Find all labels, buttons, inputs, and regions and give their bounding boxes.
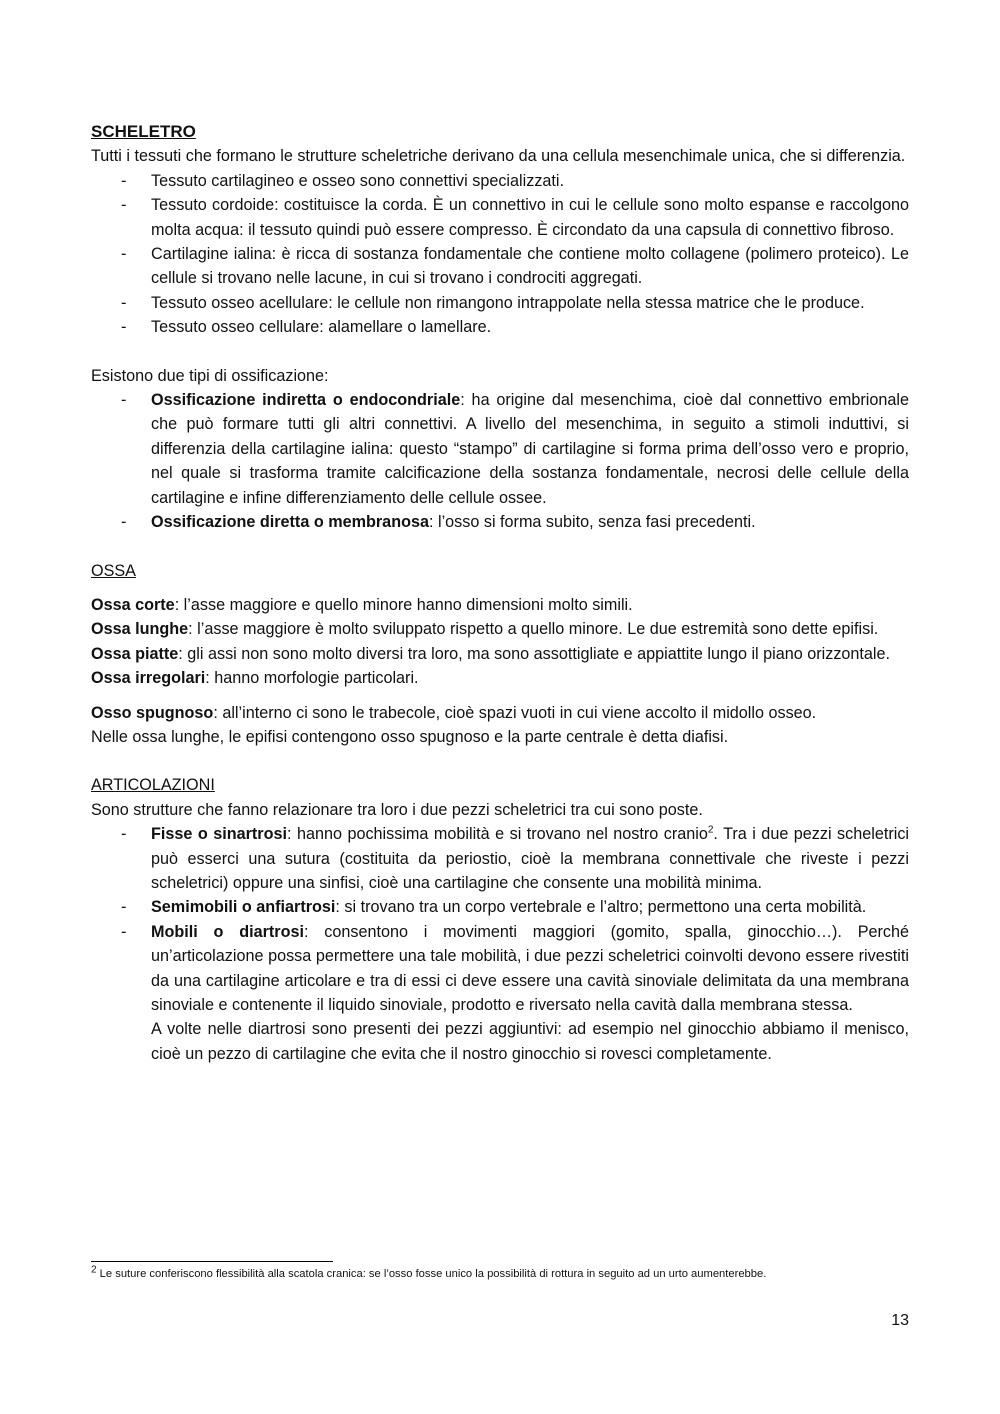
list-item (151, 510, 909, 534)
definition: : all’interno ci sono le trabecole, cioè spazi vuoti in cui viene accolto il midollo osseo. (213, 703, 817, 722)
ossa-lunghe-note: Nelle ossa lunghe, le epifisi contengono osso spugnoso e la parte centrale è detta diafisi. (91, 727, 729, 746)
list-item (151, 895, 909, 919)
section-title-ossa: OSSA (91, 561, 136, 580)
ossificazione-list (91, 388, 909, 534)
list-item (151, 388, 909, 510)
term: Fisse o sinartrosi (151, 825, 287, 844)
ossa-item (91, 617, 909, 641)
section-title-articolazioni: ARTICOLAZIONI (91, 776, 215, 795)
page-body (91, 120, 909, 1066)
footnote-separator (91, 1261, 333, 1262)
ossa-item (91, 666, 909, 690)
ossa-item (91, 593, 909, 617)
definition: : ha origine dal mesenchima, cioè dal connettivo embrionale che può formare tutti gli altri connettivi. A livello del mesenchima, in seguito a stimoli induttivi, si differenzia della cartilagine ialina: questo “stampo” di cartilagine si forma prima dell’osso vero e proprio, nel quale si trasforma tramite calcificazione della sostanza fondamentale, necrosi delle cellule della cartilagine e infine differenziamento delle cellule ossee. (151, 391, 909, 507)
list-item: - Tessuto osseo cellulare: alamellare o lamellare. (151, 315, 909, 339)
list-item: - Tessuto cordoide: costituisce la corda. È un connettivo in cui le cellule sono molto espanse e raccolgono molta acqua: il tessuto quindi può essere compresso. È circondato da una capsula di connettivo fibroso. (151, 193, 909, 242)
ossificazione-intro: Esistono due tipi di ossificazione: (91, 366, 329, 385)
term: Ossificazione diretta o membranosa (151, 513, 429, 532)
footnote (91, 1266, 921, 1282)
scheletro-intro: Tutti i tessuti che formano le strutture scheletriche derivano da una cellula mesenchimale unica, che si differenzia. (91, 147, 906, 166)
definition: : hanno pochissima mobilità e si trovano nel nostro cranio (287, 825, 708, 844)
term: Mobili o diartrosi (151, 922, 304, 941)
scheletro-list (91, 169, 909, 340)
list-item (151, 920, 909, 1066)
list-item: - Tessuto osseo acellulare: le cellule non rimangono intrappolate nella stessa matrice che le produce. (151, 291, 909, 315)
articolazioni-intro: Sono strutture che fanno relazionare tra loro i due pezzi scheletrici tra cui sono poste. (91, 800, 703, 819)
term: Semimobili o anfiartrosi (151, 898, 336, 917)
term: Ossa corte (91, 595, 175, 614)
list-item: - Cartilagine ialina: è ricca di sostanza fondamentale che contiene molto collagene (polimero proteico). Le cellule si trovano nelle lacune, in cui si trovano i condrociti aggregati. (151, 242, 909, 291)
list-item (151, 822, 909, 895)
section-title-scheletro: SCHELETRO (91, 122, 196, 141)
term: Osso spugnoso (91, 703, 214, 722)
term: Ossificazione indiretta o endocondriale (151, 391, 461, 410)
definition: : l’asse maggiore è molto sviluppato rispetto a quello minore. Le due estremità sono dette epifisi. (188, 620, 879, 639)
definition: : gli assi non sono molto diversi tra loro, ma sono assottigliate e appiattite lungo il piano orizzontale. (178, 644, 891, 663)
page-number: 13 (891, 1312, 909, 1329)
definition: : hanno morfologie particolari. (205, 669, 419, 688)
definition: . Tra i due pezzi scheletrici può esserci una sutura (costituita da periostio, cioè la membrana connettivale che riveste i pezzi scheletrici) oppure una sinfisi, cioè una cartilagine che consente una mobilità minima. (151, 825, 910, 892)
list-item: - Tessuto cartilagineo e osseo sono connettivi specializzati. (151, 169, 909, 193)
term: Ossa lunghe (91, 620, 189, 639)
footnote-ref: 2 (707, 824, 714, 836)
definition: : consentono i movimenti maggiori (gomito, spalla, ginocchio…). Perché un’articolazione possa permettere una tale mobilità, i due pezzi scheletrici coinvolti devono essere rivestiti da una cartilagine articolare e tra di essi ci deve essere una cavità sinoviale delimitata da una membrana sinoviale e contenente il liquido sinoviale, prodotto e riversato nella cavità dalla membrana stessa. (151, 922, 909, 1014)
footnote-text: Le suture conferiscono flessibilità alla scatola cranica: se l’osso fosse unico la possibilità di rottura in seguito ad un urto aumenterebbe. (96, 1268, 767, 1280)
definition-extra: A volte nelle diartrosi sono presenti dei pezzi aggiuntivi: ad esempio nel ginocchio abbiamo il menisco, cioè un pezzo di cartilagine che evita che il nostro ginocchio si rovesci completamente. (151, 1020, 909, 1063)
definition: : si trovano tra un corpo vertebrale e l’altro; permettono una certa mobilità. (335, 898, 867, 917)
term: Ossa irregolari (91, 669, 206, 688)
articolazioni-list (91, 822, 909, 1066)
footnote-mark: 2 (91, 1264, 97, 1276)
ossa-item (91, 642, 909, 666)
term: Ossa piatte (91, 644, 179, 663)
osso-spugnoso (91, 701, 909, 725)
definition: : l’osso si forma subito, senza fasi precedenti. (428, 513, 756, 532)
definition: : l’asse maggiore e quello minore hanno dimensioni molto simili. (174, 595, 633, 614)
